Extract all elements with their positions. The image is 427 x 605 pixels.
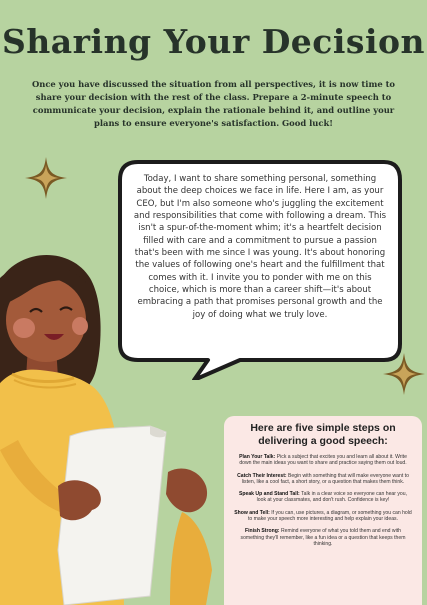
woman-illustration xyxy=(0,250,230,605)
step-item xyxy=(234,510,412,523)
intro-text: Once you have discussed the situation from all perspectives, it is now time to share your decision with the rest of the class. Prepare a 2-minute speech to communicate your decision, explain the rationale behind it, and outline your plans to ensure everyone's satisfaction. Good luck! xyxy=(31,79,396,128)
step-text: Talk in a clear voice so everyone can hear you, look at your classmates, and don't rush. Confidence is key! xyxy=(256,491,407,504)
step-text: Begin with something that will make everyone want to listen, like a cool fact, a short story, or a question that makes them think. xyxy=(241,472,409,485)
step-text: Pick a subject that excites you and learn all about it. Write down the main ideas you want to share and practice saying them out loud. xyxy=(239,454,407,467)
step-item xyxy=(234,528,412,547)
speech-text: Today, I want to share something personal, something about the deep choices we face in life. Here I am, as your CEO, but I'm also someone who's juggling the excitement and responsibilities that come with following a dream. This isn't a spur-of-the-moment whim; it's a heartfelt decision filled with care and a commitment to pursue a passion that's been with me since I was young. It's about honoring the values of following one's heart and the fulfillment that comes with it. I invite you to ponder with me on this choice, which is more than a career shift—it's about embracing a path that promises personal growth and the joy of doing what we truly love. xyxy=(133,174,387,320)
sparkle-icon xyxy=(24,156,68,200)
step-label: Show and Tell: xyxy=(234,509,270,516)
step-text: If you can, use pictures, a diagram, or something you can hold to make your speech more interesting and help explain your ideas. xyxy=(247,509,412,523)
step-item xyxy=(234,454,412,467)
steps-title: Here are five simple steps on delivering a good speech: xyxy=(250,422,396,447)
step-item xyxy=(234,491,412,504)
step-text: Remind everyone of what you told them and end with something they'll remember, like a fun idea or a question that keeps them thinking. xyxy=(240,528,406,547)
speech-steps-panel xyxy=(224,416,422,605)
step-label: Finish Strong: xyxy=(244,528,280,535)
step-item xyxy=(234,473,412,486)
step-label: Plan Your Talk: xyxy=(239,454,276,460)
step-label: Speak Up and Stand Tall: xyxy=(239,491,300,498)
step-label: Catch Their Interest: xyxy=(237,472,287,479)
page-title: Sharing Your Decision xyxy=(1,22,426,61)
